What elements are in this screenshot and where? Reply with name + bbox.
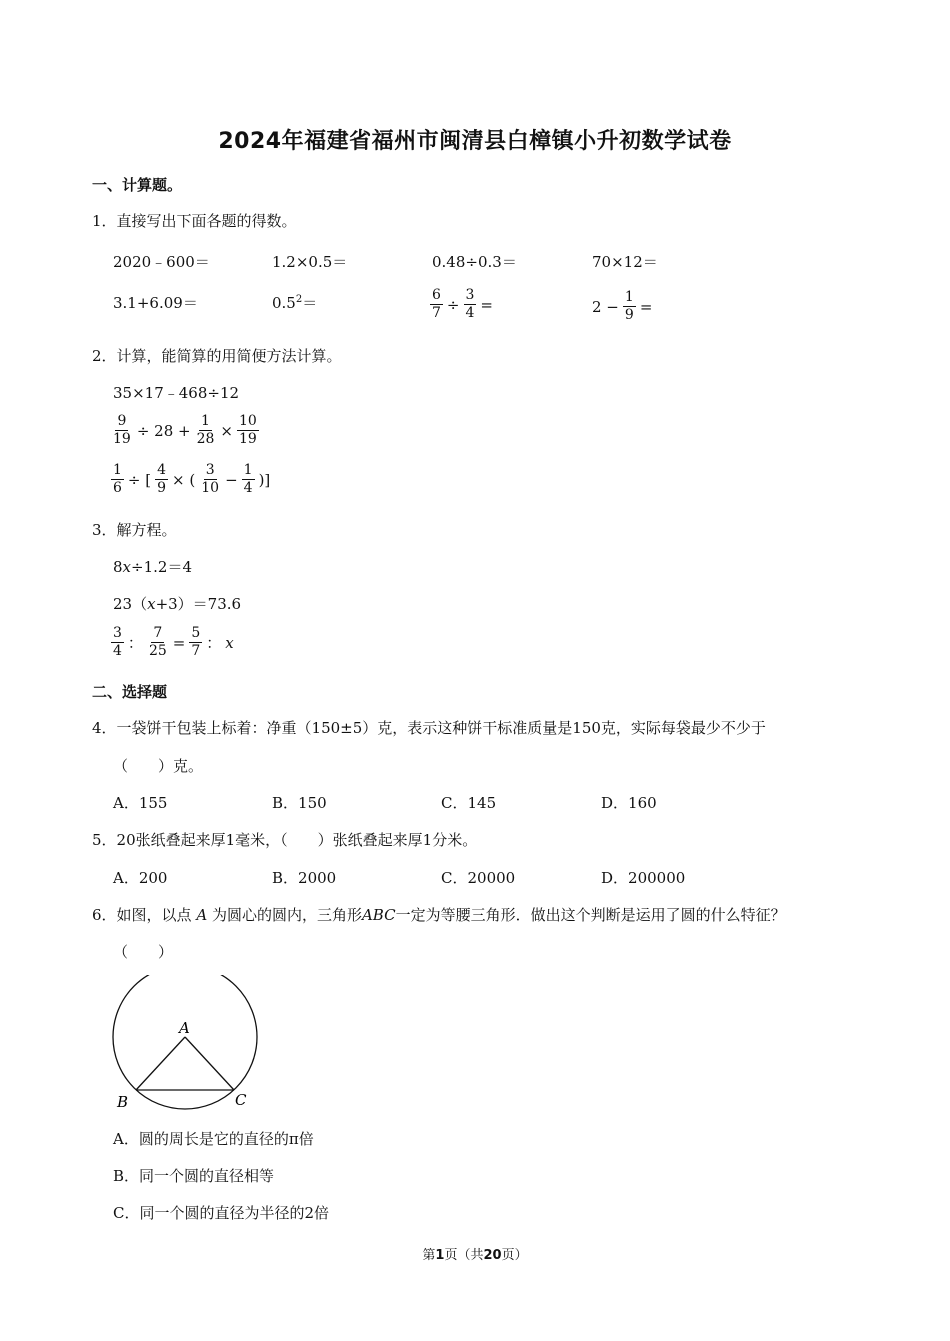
q2-expression-3 [111,463,270,497]
q6-option-b[interactable]: B．同一个圆的直径相等 [113,1167,275,1185]
section-heading-calculation: 一、计算题。 [92,176,183,194]
q6-option-c[interactable]: C．同一个圆的直径为半径的2倍 [113,1204,330,1222]
equation-term: +3）＝73.6 [155,595,242,613]
question-5-stem: 5．20张纸叠起来厚1毫米，（ ）张纸叠起来厚1分米。 [92,831,478,849]
fraction: $\frac{1}{4}$ [243,462,253,497]
fraction: $\frac{1}{9}$ [624,289,634,324]
point-a-label: A [196,906,208,924]
q1-item-1: 2020﹣600＝ [113,253,210,271]
operator: ÷ 28 + [136,421,191,440]
equals-sign: = [639,297,653,316]
power-exponent: 2 [295,294,303,305]
q4-option-d[interactable]: D．160 [601,794,657,812]
fraction: $\frac{3}{4}$ [113,625,122,660]
q5-option-d[interactable]: D．200000 [601,869,686,887]
equals-sign: = [480,295,493,314]
fraction: $\frac{3}{10}$ [201,462,220,497]
question-3-stem: 3．解方程。 [92,521,177,539]
variable-x: x [225,633,234,652]
operator: ÷ [ [127,470,152,489]
fraction: $\frac{1}{6}$ [113,462,122,497]
q1-item-8 [592,290,652,324]
equation-term: ÷1.2＝4 [131,558,192,576]
power-base: 0.5 [272,294,296,312]
q4-option-c[interactable]: C．145 [441,794,497,812]
ratio-colon: ： [206,634,222,653]
question-1-stem: 1．直接写出下面各题的得数。 [92,212,297,230]
fraction: $\frac{5}{7}$ [191,625,201,660]
q5-option-c[interactable]: C．20000 [441,869,516,887]
closing-brackets: )] [258,470,271,489]
ratio-colon: ： [127,634,143,653]
total-page-count: 20 [483,1248,502,1263]
equation-term: 8 [113,558,123,576]
question-6-stem [92,904,786,925]
operator: ÷ [446,295,460,314]
q4-option-a[interactable]: A．155 [113,794,168,812]
label-point-a: A [179,1019,190,1037]
radius-ac [185,1037,234,1090]
expression-prefix: 2 − [592,297,619,316]
q1-item-2: 1.2×0.5＝ [272,253,348,271]
q3-equation-1 [113,556,192,577]
operator: × [220,421,233,440]
stem-text: 一定为等腰三角形．做出这个判断是运用了圆的什么特征？ [395,906,786,924]
fraction: $\frac{7}{25}$ [148,625,167,660]
fraction: $\frac{3}{4}$ [465,287,475,322]
circle-triangle-figure [105,975,265,1115]
footer-text: 第 [422,1248,436,1263]
fraction: $\frac{9}{19}$ [113,413,131,448]
question-6-stem-continued: （ ） [113,943,174,961]
q2-expression-2 [111,414,259,448]
q1-item-4: 70×12＝ [592,253,658,271]
label-point-b: B [117,1093,129,1111]
equals-sign: = [172,633,186,652]
section-heading-multiple-choice: 二、选择题 [92,683,168,701]
q1-item-3: 0.48÷0.3＝ [432,253,517,271]
stem-text: 为圆心的圆内，三角形 [211,906,362,924]
q4-option-b[interactable]: B．150 [272,794,327,812]
fraction: $\frac{6}{7}$ [432,287,441,322]
footer-text: 页（共 [444,1248,484,1263]
fraction: $\frac{1}{28}$ [196,413,215,448]
equation-term: 23（ [113,595,148,613]
fraction: $\frac{4}{9}$ [157,462,167,497]
question-4-stem-continued: （ ）克。 [113,757,204,775]
page-title: 2024年福建省福州市闽清县白樟镇小升初数学试卷 [218,129,732,154]
label-point-c: C [235,1091,247,1109]
question-4-stem: 4．一袋饼干包装上标着：净重（150±5）克，表示这种饼干标准质量是150克，实际每袋最少不少于 [92,719,766,737]
q3-equation-2 [113,593,241,614]
operator: × ( [172,470,196,489]
footer-text: 页） [501,1248,528,1263]
q3-equation-3 [111,626,234,660]
triangle-abc-label: ABC [361,906,396,924]
equals-sign: ＝ [302,294,318,312]
q2-expression-1: 35×17﹣468÷12 [113,384,240,402]
fraction: $\frac{10}{19}$ [239,413,257,448]
question-2-stem: 2．计算，能简算的用简便方法计算。 [92,347,342,365]
q1-item-6 [272,292,317,313]
circle-shape [113,975,257,1109]
q5-option-b[interactable]: B．2000 [272,869,337,887]
current-page-number: 1 [435,1248,445,1263]
q6-option-a[interactable]: A．圆的周长是它的直径的π倍 [113,1130,314,1148]
q5-option-a[interactable]: A．200 [113,869,168,887]
q1-item-5: 3.1+6.09＝ [113,294,198,312]
q1-item-7 [430,288,493,322]
stem-text: 6．如图，以点 [92,906,192,924]
page-footer [0,1244,950,1263]
variable-x: x [147,595,156,613]
variable-x: x [122,558,132,576]
radius-ab [136,1037,185,1090]
operator: − [225,470,238,489]
